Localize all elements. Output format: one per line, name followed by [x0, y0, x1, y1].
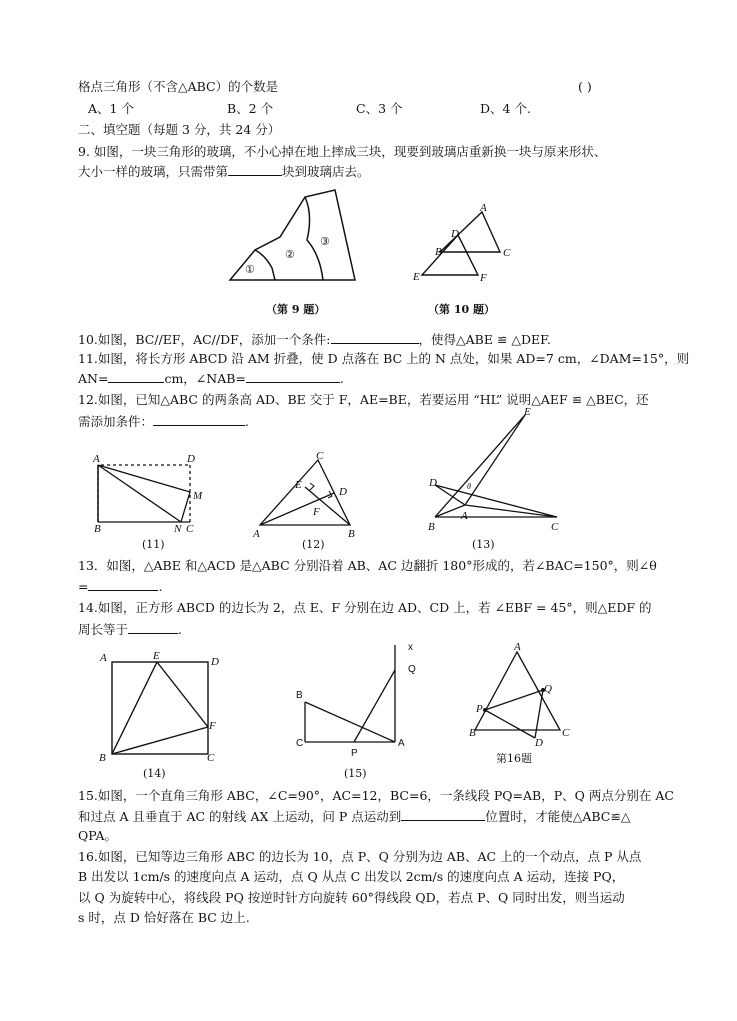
q8-line: 格点三角形（不含△ABC）的个数是	[78, 79, 279, 94]
figure-12	[250, 450, 365, 540]
caption-16: 第16题	[496, 752, 532, 765]
point-label: A	[253, 528, 260, 540]
point-label: C	[551, 521, 559, 533]
point-label: C	[207, 752, 215, 764]
point-label: A	[480, 202, 487, 214]
figure-10	[410, 200, 520, 290]
point-label: D	[535, 737, 543, 749]
point-label: B	[428, 521, 435, 533]
caption-11: (11)	[142, 538, 165, 551]
point-label: P	[351, 748, 358, 759]
piece-1: ①	[245, 264, 255, 276]
q13-line1: 13．如图，△ABE 和△ACD 是△ABC 分别沿着 AB、AC 边翻折 180°形成的，若∠BAC=150°，则∠θ	[78, 558, 657, 573]
point-label: D	[451, 228, 459, 240]
point-label: B	[348, 528, 355, 540]
point-label: D	[339, 486, 347, 498]
piece-3: ③	[320, 236, 330, 248]
point-label: E	[295, 479, 302, 491]
q15-line1: 15.如图，一个直角三角形 ABC，∠C=90°，AC=12，BC=6，一条线段 PQ=AB，P、Q 两点分别在 AC	[78, 788, 674, 803]
option-d: D、4 个.	[480, 101, 531, 116]
point-label: A	[398, 738, 405, 749]
q12-line2: 需添加条件： .	[78, 414, 249, 429]
q14-line2: 周长等于 .	[78, 622, 182, 637]
q14-line1: 14.如图，正方形 ABCD 的边长为 2，点 E、F 分别在边 AD、CD 上，若 ∠EBF = 45°，则△EDF 的	[78, 600, 652, 615]
point-label: E	[524, 406, 531, 418]
figure-11	[90, 452, 210, 542]
q11-line1: 11.如图，将长方形 ABCD 沿 AM 折叠，使 D 点落在 BC 上的 N 点处，如果 AD=7 cm，∠DAM=15°，则	[78, 351, 690, 366]
figure-13	[425, 406, 570, 535]
q12-line1: 12.如图，已知△ABC 的两条高 AD、BE 交于 F，AE=BE，若要运用 “HL” 说明△AEF ≌ △BEC，还	[78, 392, 649, 407]
piece-2: ②	[285, 249, 295, 261]
q15-line3: QPA。	[78, 828, 118, 843]
caption-15: (15)	[344, 767, 367, 780]
point-label: F	[313, 506, 320, 518]
point-label: Q	[408, 664, 416, 675]
point-label: P	[476, 703, 483, 715]
point-label: A	[461, 510, 468, 522]
q9-line1: 9. 如图，一块三角形的玻璃，不小心掉在地上摔成三块，现要到玻璃店重新换一块与原来形状、	[78, 144, 607, 159]
q16-line4: s 时，点 D 恰好落在 BC 边上.	[78, 910, 250, 925]
point-label: x	[408, 642, 413, 653]
q13-line2: = .	[78, 579, 163, 594]
point-label: A	[100, 652, 107, 664]
point-label: B	[435, 246, 442, 258]
point-label: B	[94, 523, 101, 535]
point-label: D	[211, 656, 219, 668]
point-label: C	[562, 727, 570, 739]
point-p	[483, 708, 487, 712]
point-label: A	[514, 641, 521, 653]
point-label: C	[316, 450, 324, 462]
point-label: C	[296, 738, 304, 749]
point-label: θ	[467, 482, 471, 491]
point-label: N	[174, 523, 182, 535]
option-b: B、2 个	[227, 101, 274, 116]
option-a: A、1 个	[88, 101, 134, 116]
point-label: M	[193, 490, 203, 502]
q11-line2: AN= cm，∠NAB= .	[78, 371, 344, 386]
figure-14	[95, 645, 230, 770]
q16-line1: 16.如图，已知等边三角形 ABC 的边长为 10，点 P、Q 分别为边 AB、AC 上的一个动点，点 P 从点	[78, 849, 642, 864]
point-label: B	[469, 727, 476, 739]
point-label: B	[296, 690, 303, 701]
point-label: D	[429, 477, 437, 489]
caption-13: (13)	[472, 538, 495, 551]
point-label: A	[93, 453, 100, 465]
figure-16	[465, 640, 580, 750]
point-label: C	[186, 523, 194, 535]
point-label: E	[413, 271, 420, 283]
caption-9: （第 9 题）	[266, 303, 326, 316]
point-label: F	[209, 720, 216, 732]
caption-10: （第 10 题）	[428, 303, 495, 316]
point-label: E	[153, 650, 160, 662]
q16-line3: 以 Q 为旋转中心，将线段 PQ 按逆时针方向旋转 60°得线段 QD，若点 P、Q 同时出发，则当运动	[78, 890, 625, 905]
option-c: C、3 个	[356, 101, 403, 116]
point-label: Q	[544, 683, 552, 695]
caption-12: (12)	[302, 538, 325, 551]
figure-15	[290, 640, 430, 765]
point-label: D	[187, 453, 195, 465]
point-label: F	[480, 272, 487, 284]
answer-paren: ( )	[578, 79, 592, 94]
q10-line: 10.如图，BC//EF，AC//DF，添加一个条件: ，使得△ABE ≌ △DEF.	[78, 332, 551, 347]
section-heading: 二、填空题（每题 3 分，共 24 分）	[78, 122, 281, 137]
q15-line2: 和过点 A 且垂直于 AC 的射线 AX 上运动，问 P 点运动到 位置时，才能使△ABC≌△	[78, 809, 631, 824]
caption-14: (14)	[143, 767, 166, 780]
q9-line2: 大小一样的玻璃，只需带第 块到玻璃店去。	[78, 164, 370, 179]
q16-line2: B 出发以 1cm/s 的速度向点 A 运动，点 Q 从点 C 出发以 2cm/s 的速度向点 A 运动，连接 PQ，	[78, 869, 625, 884]
point-label: C	[503, 247, 511, 259]
figure-9	[225, 185, 360, 285]
point-label: B	[99, 752, 106, 764]
